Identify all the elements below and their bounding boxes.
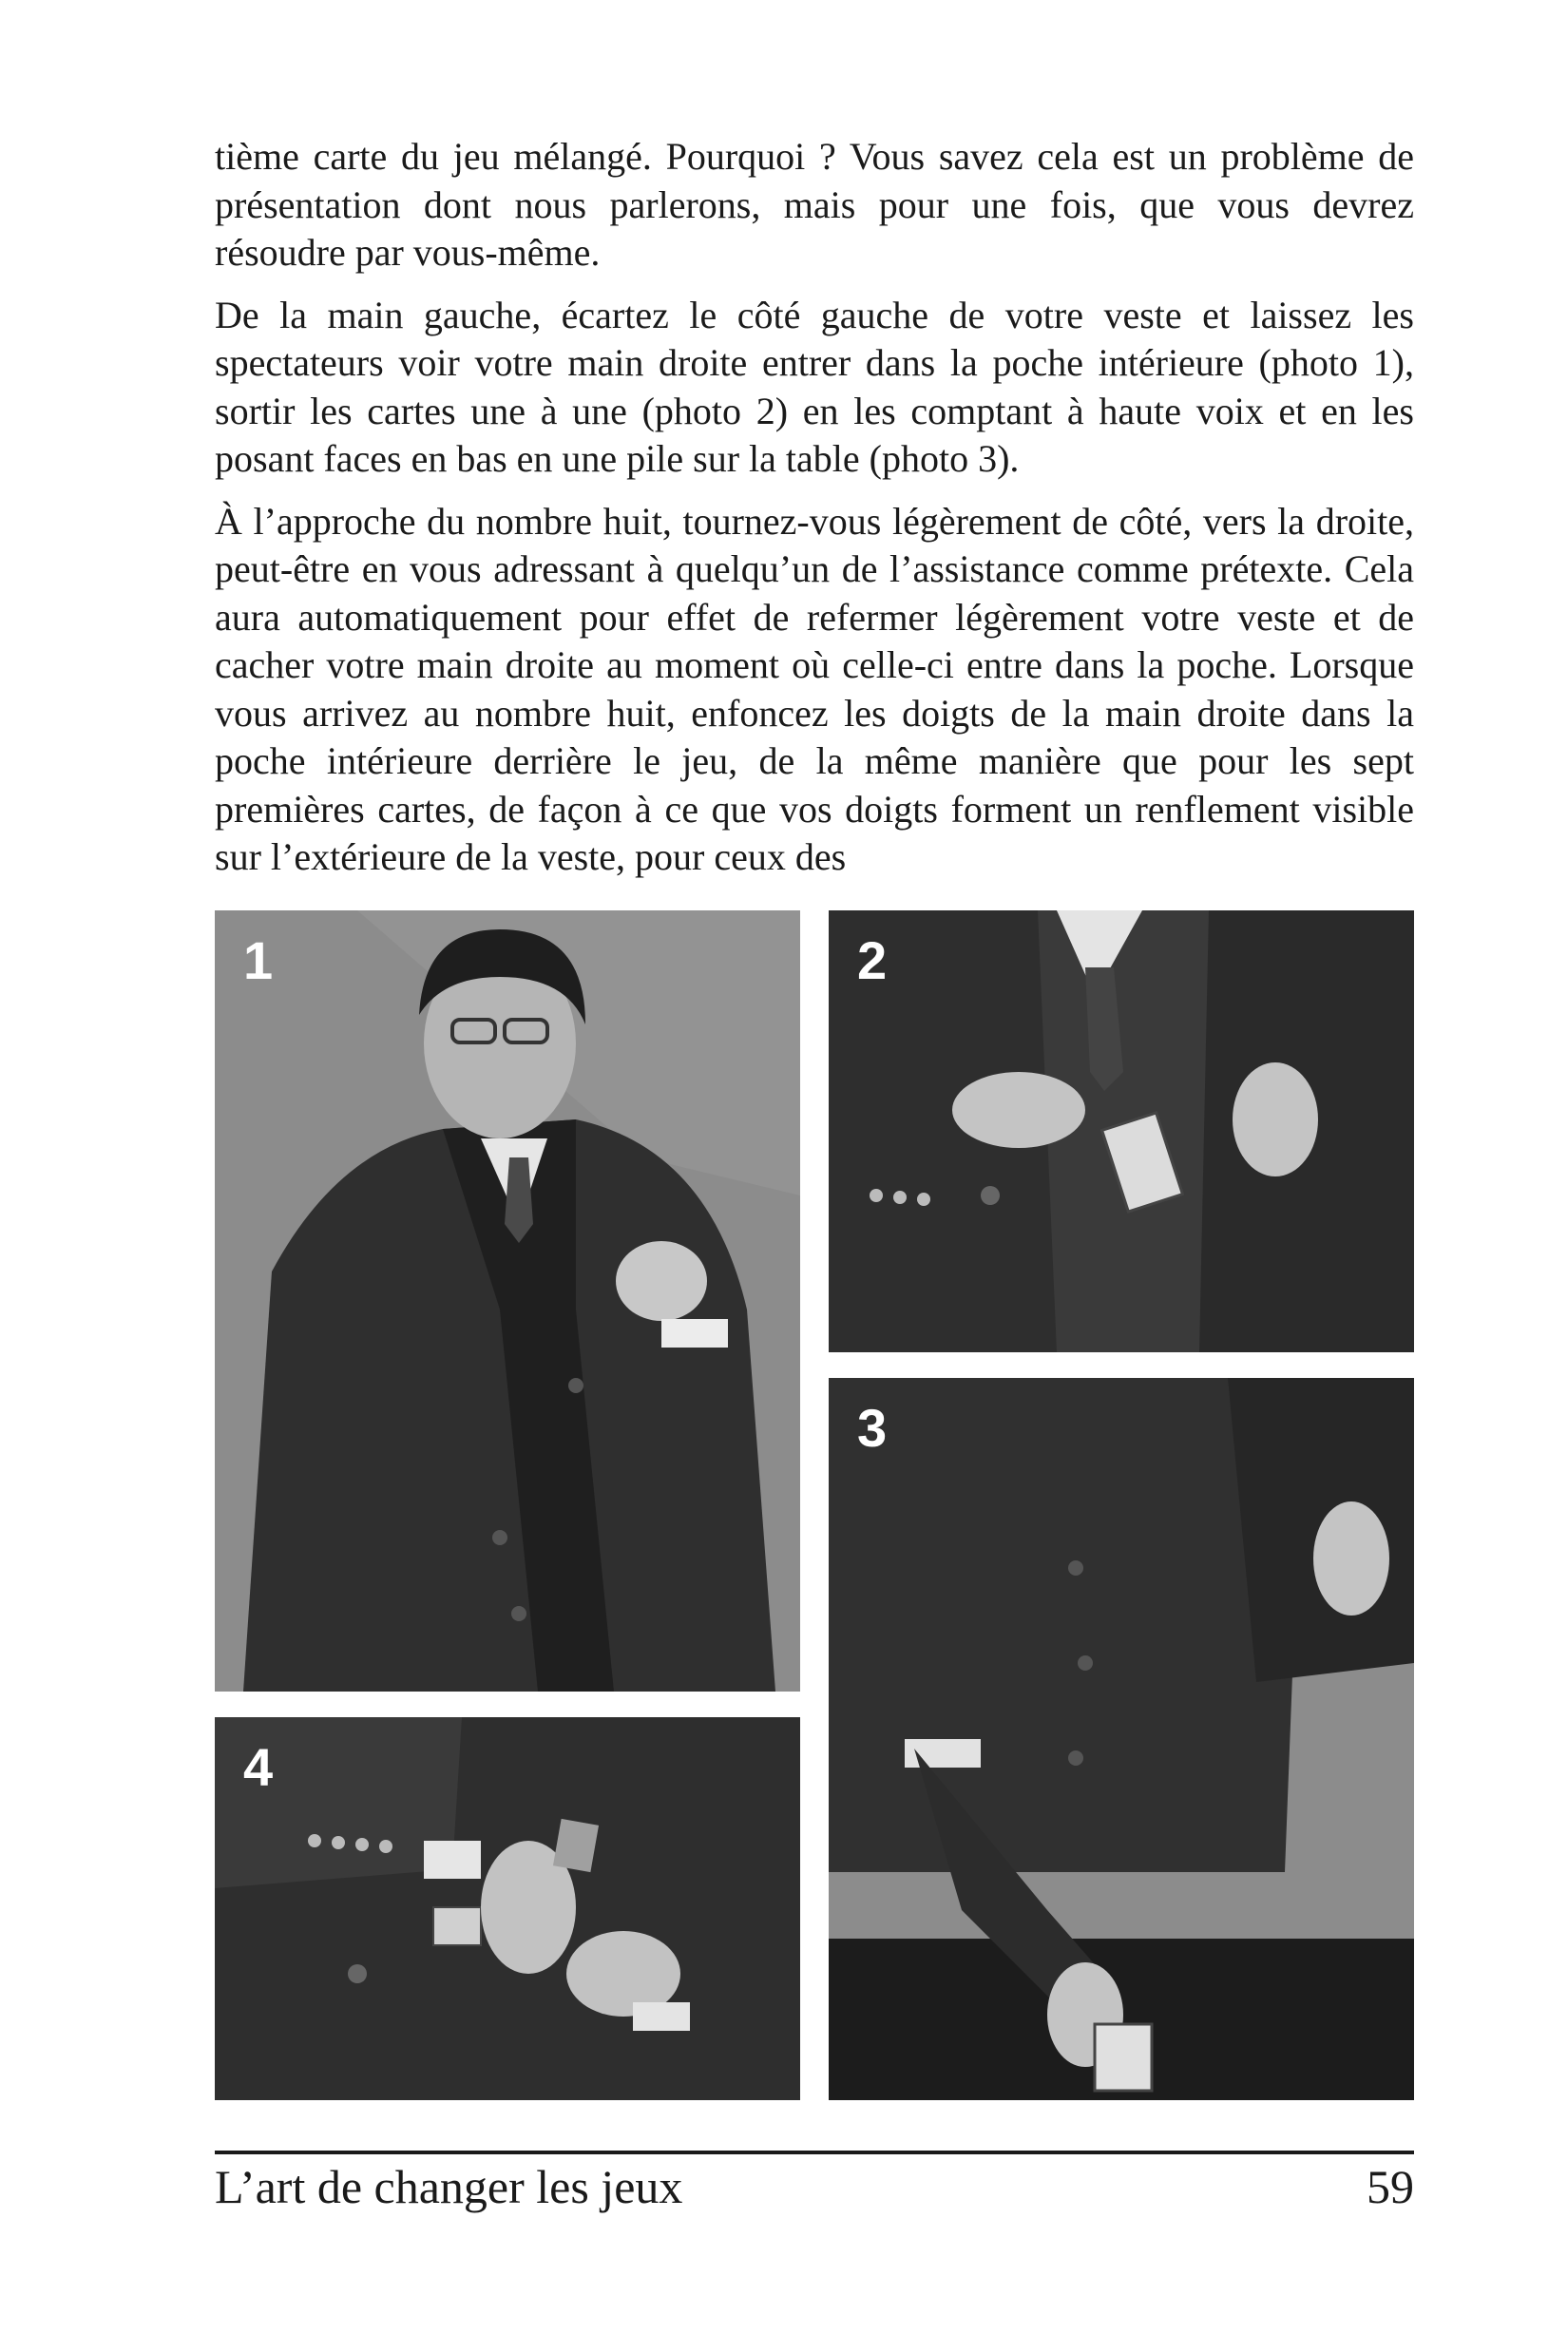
photo-1 xyxy=(215,910,800,1692)
paragraph-2: De la main gauche, écartez le côté gauche de votre veste et laissez les spectateurs voir votre main droite entrer dans la poche intérieure (photo 1), sortir les cartes une à une (photo 2) en les comptant à haute voix et en les posant faces en bas en une pile sur la table (photo 3). xyxy=(215,293,1414,480)
photo-4-number: 4 xyxy=(243,1737,274,1797)
photo-2 xyxy=(829,910,1414,1352)
photo-2-image xyxy=(829,910,1414,1352)
footer-rule xyxy=(215,2151,1414,2154)
photo-4-image xyxy=(215,1717,800,2100)
photo-4 xyxy=(215,1717,800,2100)
photo-3 xyxy=(829,1378,1414,2100)
photo-3-number: 3 xyxy=(857,1398,888,1458)
photo-2-number: 2 xyxy=(857,930,888,990)
page-number: 59 xyxy=(1367,2160,1414,2213)
paragraph-3: À l’approche du nombre huit, tournez-vous légèrement de côté, vers la droite, peut-être en vous adressant à quelqu’un de l’assistance comme prétexte. Cela aura automatiquement pour effet de refermer légèrement votre veste et de cacher votre main droite au moment où celle-ci entre dans la poche. Lorsque vous arrivez au nombre huit, enfoncez les doigts de la main droite dans la poche intérieure derrière le jeu, de la même manière que pour les sept premières cartes, de façon à ce que vos doigts forment un renflement visible sur l’extérieure de la veste, pour ceux des xyxy=(215,499,1414,878)
footer-book-title: L’art de changer les jeux xyxy=(215,2160,683,2213)
photo-1-image xyxy=(215,910,800,1692)
body-text xyxy=(215,133,1414,896)
photo-3-image xyxy=(829,1378,1414,2100)
paragraph-1: tième carte du jeu mélangé. Pourquoi ? Vous savez cela est un problème de présentation dont nous parlerons, mais pour une fois, que vous devrez résoudre par vous-même. xyxy=(215,135,1414,274)
photo-1-number: 1 xyxy=(243,930,274,990)
